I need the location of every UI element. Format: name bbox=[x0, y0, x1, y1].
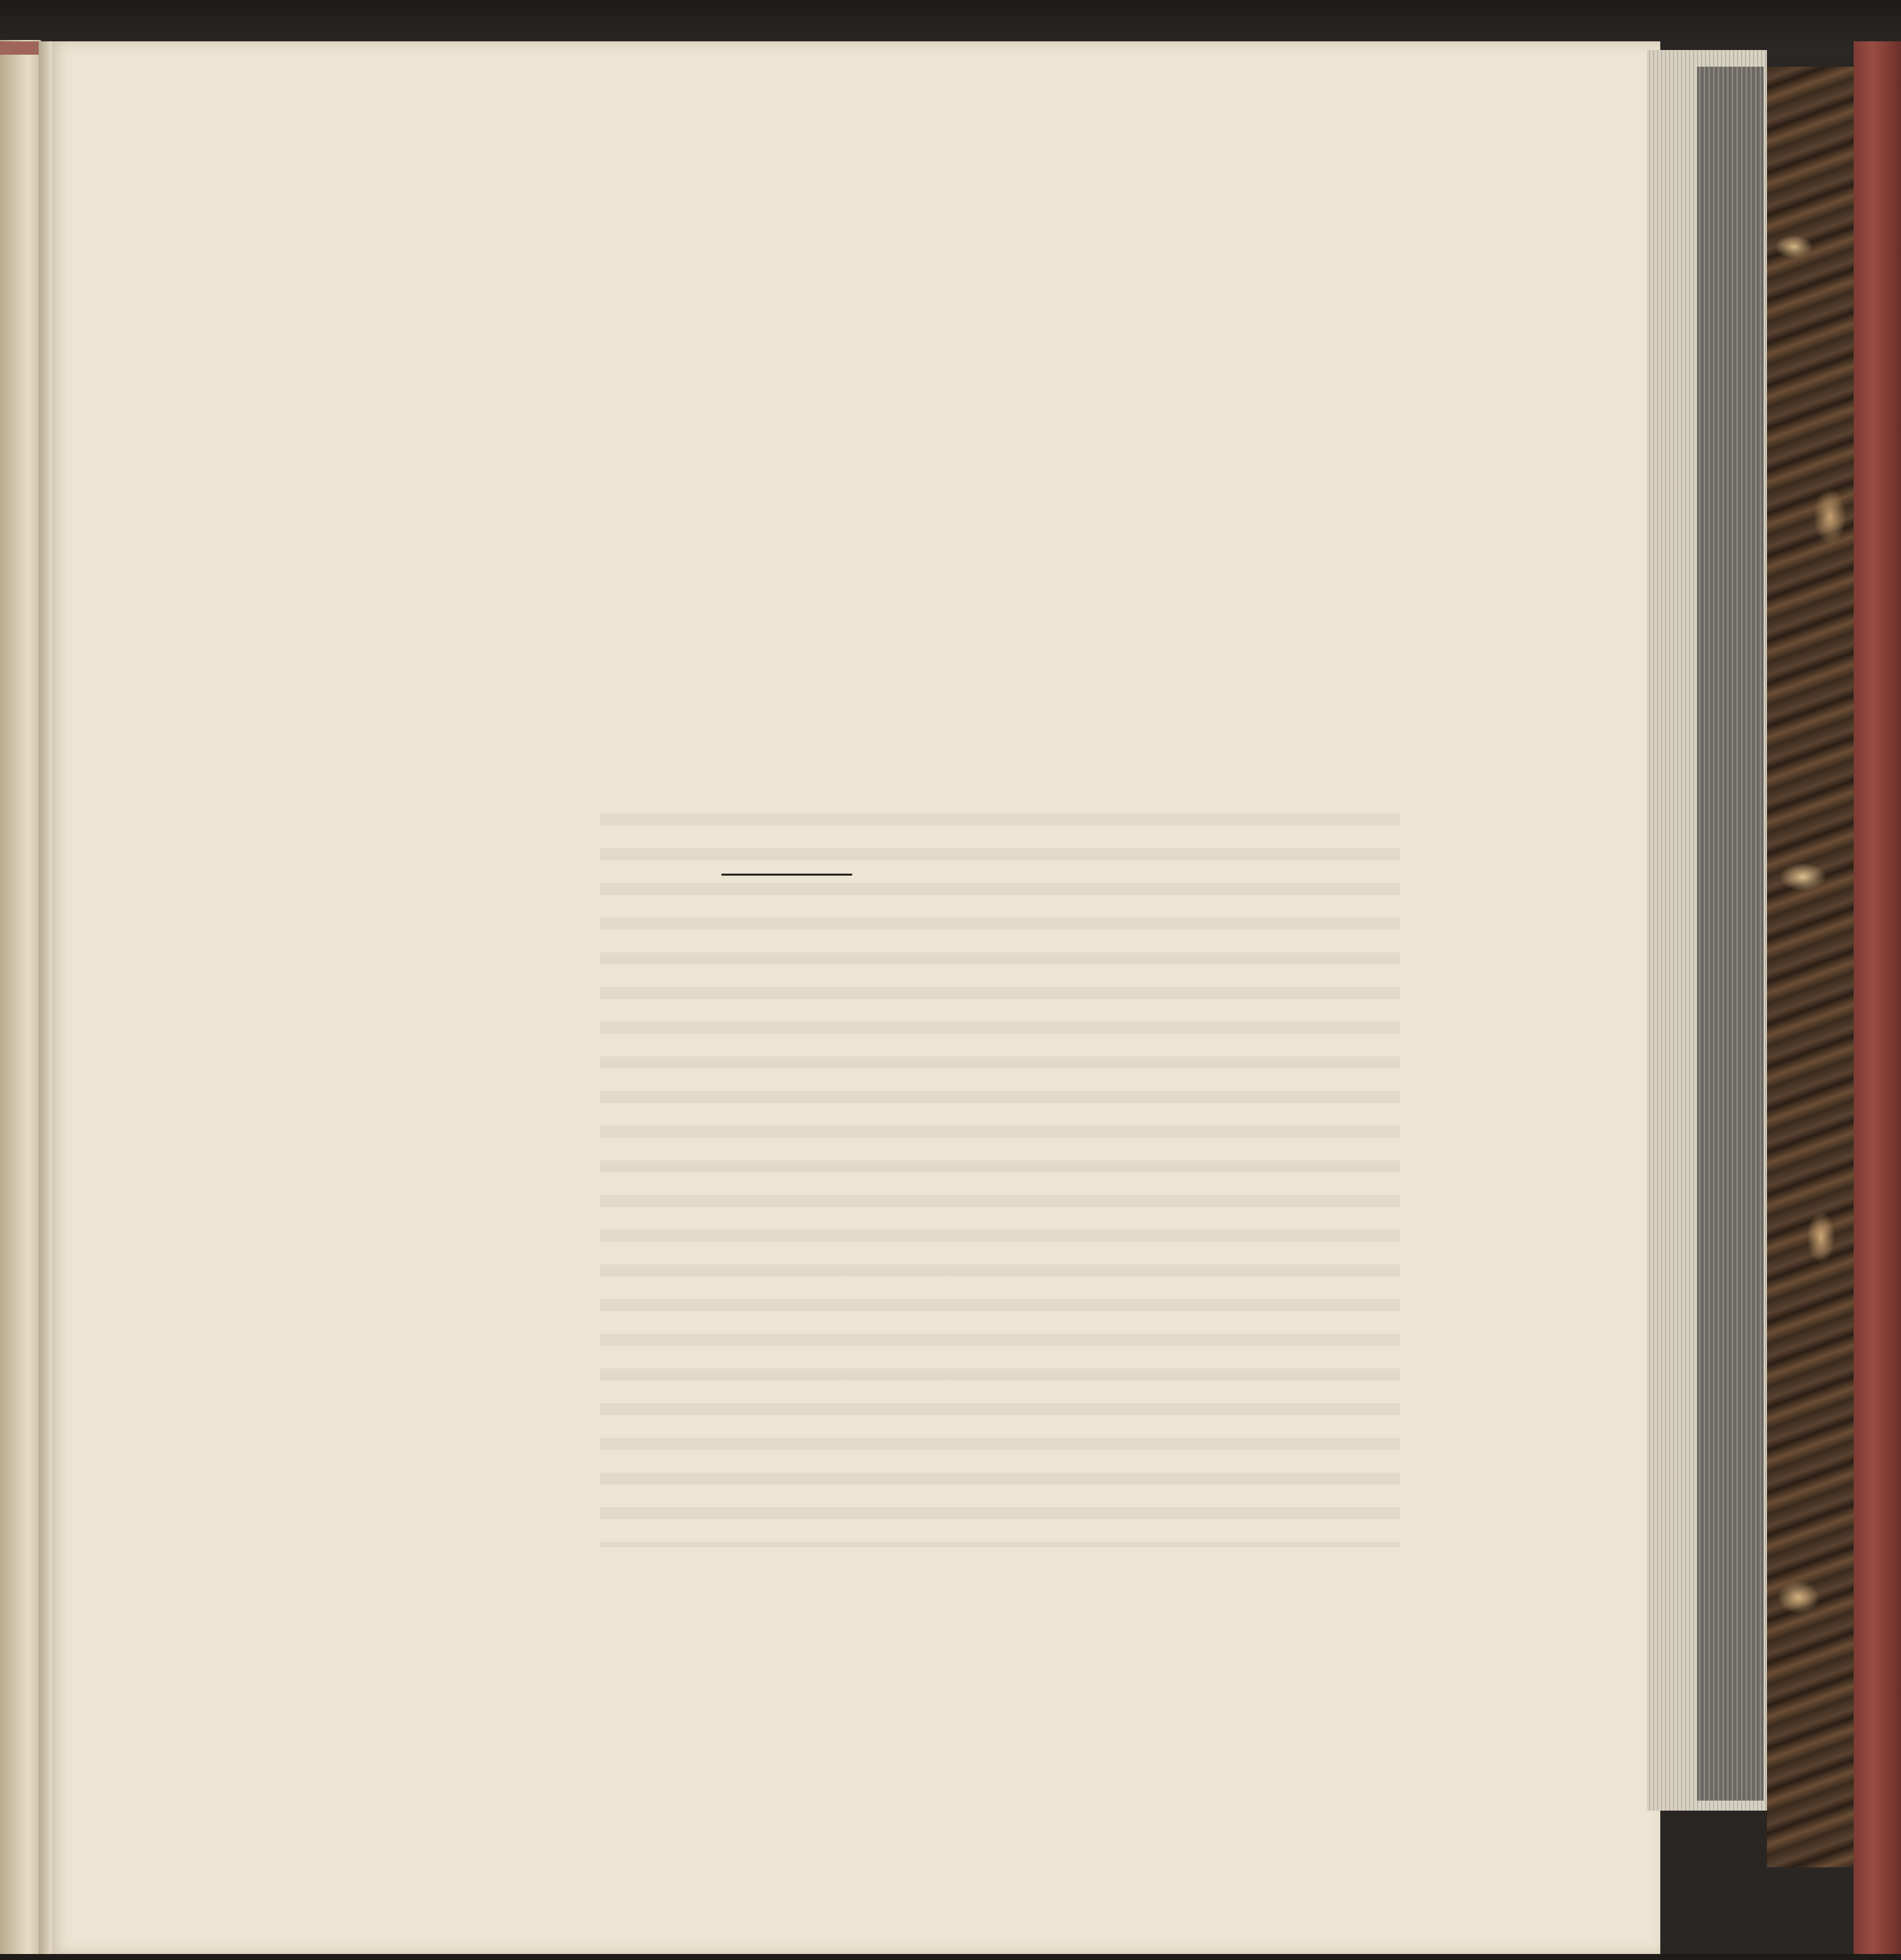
page-stack-edges-shaded bbox=[1697, 67, 1764, 1801]
scan-background-bottom bbox=[0, 1954, 1901, 1960]
facing-page-edge bbox=[0, 40, 41, 1954]
book-page bbox=[52, 41, 1660, 1954]
marbled-endpaper bbox=[1767, 67, 1857, 1867]
book-gutter bbox=[39, 41, 53, 1954]
left-cover-edge bbox=[0, 41, 40, 55]
section-divider bbox=[721, 874, 852, 876]
right-cover-edge bbox=[1854, 41, 1901, 1955]
